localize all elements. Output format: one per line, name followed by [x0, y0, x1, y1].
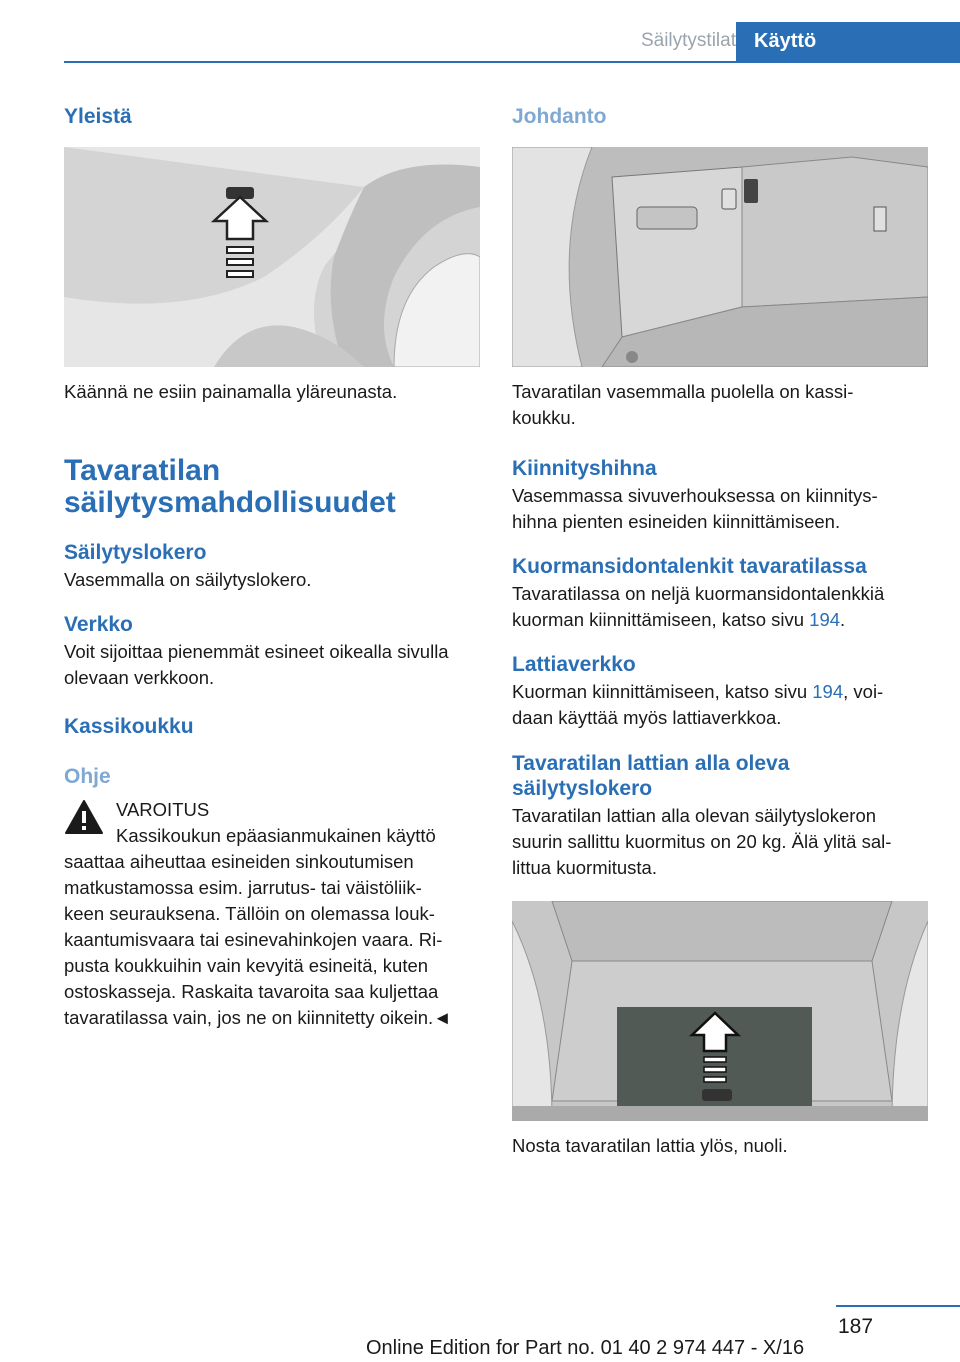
heading-yleista: Yleistä [64, 105, 132, 128]
heading-lattian-alla-line-2: säilytyslokero [512, 777, 653, 800]
heading-ohje: Ohje [64, 765, 111, 788]
figure-2-caption-line-1: Tavaratilan vasemmalla puolella on kassi- [512, 381, 854, 402]
text-lattiaverkko-line-2: daan käyttää myös lattiaverkkoa. [512, 707, 782, 728]
heading-kassikoukku: Kassikoukku [64, 715, 194, 738]
heading-kiinnityshihna: Kiinnityshihna [512, 457, 657, 480]
edition-note: Online Edition for Part no. 01 40 2 974 447 - X/16 [366, 1337, 805, 1359]
page-number: 187 [838, 1315, 874, 1338]
warning-triangle-icon [64, 799, 104, 835]
heading-lattiaverkko: Lattiaverkko [512, 653, 636, 676]
trunk-illustration [512, 147, 928, 367]
warning-line: matkustamossa esim. jarrutus- tai väistöliik- [64, 877, 422, 898]
text-kuormansidonta-suffix: . [840, 609, 846, 630]
warning-line: Kassikoukun epäasianmukainen käyttö [116, 825, 436, 846]
warning-line: kaantumisvaara tai esinevahinkojen vaara. Ri- [64, 929, 443, 950]
warning-title: VAROITUS [116, 799, 210, 820]
text-sailytyslokero: Vasemmalla on säilytyslokero. [64, 569, 312, 590]
warning-line: keen seurauksena. Tällöin on olemassa louk- [64, 903, 435, 924]
footer-rule [836, 1305, 960, 1307]
trunk-floor-illustration [512, 901, 928, 1121]
heading-verkko: Verkko [64, 613, 133, 636]
left-column [64, 100, 484, 1031]
heading-johdanto: Johdanto [512, 105, 607, 128]
text-verkko-line-2: olevaan verkkoon. [64, 667, 215, 688]
figure-2-caption-line-2: koukku. [512, 407, 576, 428]
figure-headliner [64, 147, 480, 367]
main-heading-line-1: Tavaratilan [64, 454, 221, 487]
headliner-illustration [64, 147, 480, 367]
heading-kuormansidontalenkit: Kuormansidontalenkit tavaratilassa [512, 555, 867, 578]
header-rule [64, 61, 960, 63]
text-lattiaverkko-line-1 [512, 679, 932, 705]
page-link-194[interactable]: 194 [809, 609, 841, 630]
right-column [512, 100, 932, 1159]
text-lattian-alla-line: suurin sallittu kuormitus on 20 kg. Älä ylitä sal- [512, 831, 892, 852]
text-lattiaverkko-prefix: Kuorman kiinnittämiseen, katso sivu [512, 681, 813, 702]
warning-line: saattaa aiheuttaa esineiden sinkoutumisen [64, 851, 414, 872]
figure-1-caption: Käännä ne esiin painamalla yläreunasta. [64, 381, 398, 402]
text-kiinnityshihna-line-2: hihna pienten esineiden kiinnittämiseen. [512, 511, 841, 532]
figure-trunk-overview [512, 147, 928, 367]
warning-line: pusta koukkuihin vain kevyitä esineitä, kuten [64, 955, 429, 976]
warning-line: tavaratilassa vain, jos ne on kiinnitetty oikein.◄ [64, 1007, 452, 1028]
figure-trunk-floor [512, 901, 928, 1121]
header-chapter-tab [736, 22, 960, 63]
heading-lattian-alla-line-1: Tavaratilan lattian alla oleva [512, 752, 790, 775]
header-chapter-label: Käyttö [754, 30, 817, 52]
text-lattian-alla-line: Tavaratilan lattian alla olevan säilytyslokeron [512, 805, 877, 826]
text-lattian-alla-line: littua kuormitusta. [512, 857, 657, 878]
warning-block [64, 797, 484, 1031]
text-kiinnityshihna-line-1: Vasemmassa sivuverhouksessa on kiinnitys- [512, 485, 878, 506]
text-lattiaverkko-suffix: , voi- [843, 681, 884, 702]
warning-line: ostoskasseja. Raskaita tavaroita saa kuljettaa [64, 981, 439, 1002]
figure-3-caption: Nosta tavaratilan lattia ylös, nuoli. [512, 1135, 788, 1156]
text-kuormansidonta-line-2 [512, 607, 932, 633]
text-verkko-line-1: Voit sijoittaa pienemmät esineet oikealla sivulla [64, 641, 449, 662]
header-section-label: Säilytystilat [640, 30, 736, 51]
page-link-194[interactable]: 194 [812, 681, 844, 702]
heading-sailytyslokero: Säilytyslokero [64, 541, 207, 564]
text-kuormansidonta-prefix: kuorman kiinnittämiseen, katso sivu [512, 609, 810, 630]
text-kuormansidonta-line-1: Tavaratilassa on neljä kuormansidontalenkkiä [512, 583, 885, 604]
main-heading-line-2: säilytysmahdollisuudet [64, 486, 396, 519]
